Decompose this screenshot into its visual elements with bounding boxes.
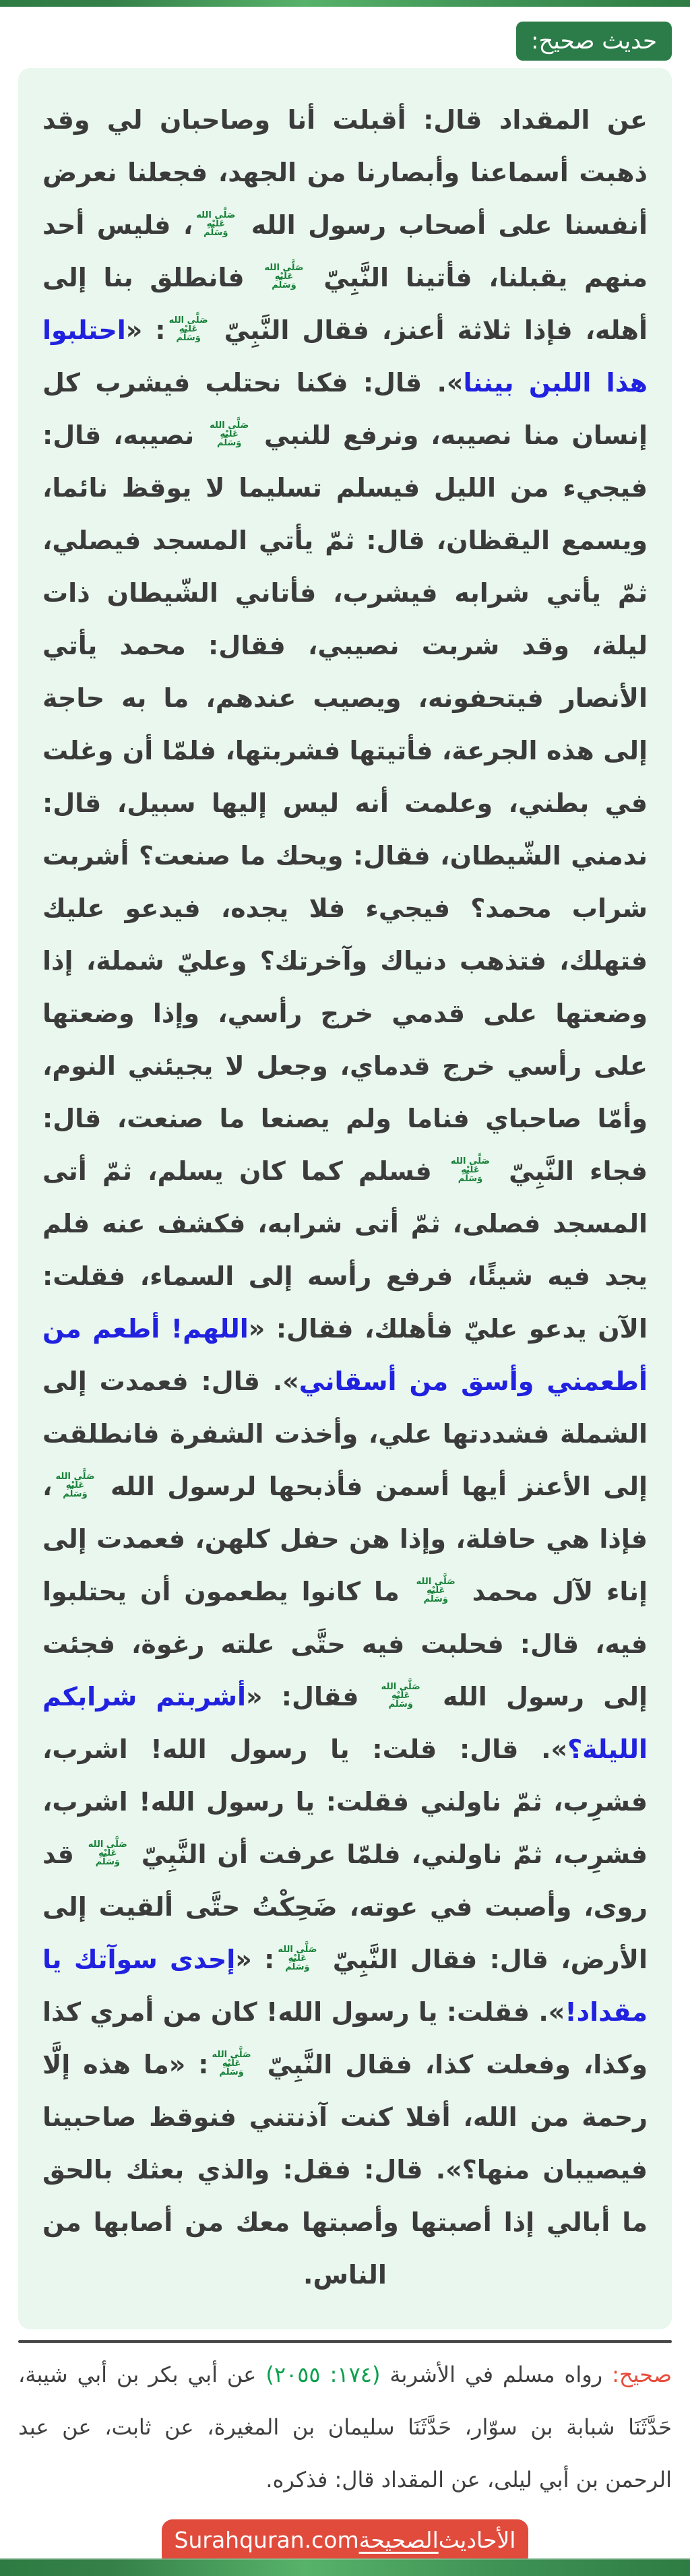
text-run: ، فليس أحد منهم يقبلنا، فأتينا النَّبِيّ [42,210,648,292]
hadith-text [42,94,648,2301]
saw-ligature-icon: صَلَّى الله عَلَيْهِ وَسَلَّم [88,1840,127,1867]
header-row [0,7,690,61]
text-run: : « [125,315,166,345]
saw-ligature-icon: صَلَّى الله عَلَيْهِ وَسَلَّم [210,420,249,448]
grade-label: صحيح: [612,2362,672,2387]
top-green-bar [0,0,690,7]
text-run: ما كانوا يطعمون أن يحتلبوا فيه، قال: فحلبت فيه حتَّى علته رغوة، فجئت إلى رسول الله [42,1577,648,1711]
text-run: فقال: « [246,1682,378,1711]
text-run: : « [235,1945,275,1974]
text-run: عن المقداد قال: أقبلت أنا وصاحبان لي وقد ذهبت أسماعنا وأبصارنا من الجهد، فجعلنا نعرض أنفسنا على أصحاب رسول الله [42,105,648,240]
text-run: نصيبه، قال: فيجيء من الليل فيسلم تسليما لا يوقظ نائما، ويسمع اليقظان، قال: ثمّ يأتي المسجد فيصلي، ثمّ يأتي شرابه فيشرب، فأتاني الشّيطان ذات ليلة، وقد شربت نصيبي، فقال: محمد يأتي الأنصار فيتحفونه، ويصيب عندهم، ما به حاجة إلى هذه الجرعة، فأتيتها فشربتها، فلمّا أن وغلت في بطني، وعلمت أنه ليس إليها سبيل، قال: ندمني الشّيطان، فقال: ويحك ما صنعت؟ أشربت شراب محمد؟ فيجيء فلا يجده، فيدعو عليك فتهلك، فتذهب دنياك وآخرتك؟ وعليّ شملة، إذا وضعتها على قدمي خرج رأسي، وإذا وضعتها على رأسي خرج قدماي، وجعل لا يجيئني النوم، وأمّا صاحباي فناما ولم يصنعا ما صنعت، قال: فجاء النَّبِيّ [42,420,648,1186]
text-run: ، فإذا هي حافلة، وإذا هن حفل كلهن، فعمدت إلى إناء لآل محمد [42,1472,648,1606]
text-run: Surahquran.com [174,2526,359,2553]
text-run: ». فقلت: يا رسول الله! كان من أمري كذا وكذا، وفعلت كذا، فقال النَّبِيّ [42,1997,648,2079]
saw-ligature-icon: صَلَّى الله عَلَيْهِ وَسَلَّم [212,2050,251,2077]
text-run: قد روى، وأصبت في عوته، ضَحِكْتُ حتَّى ألقيت إلى الأرض، قال: فقال النَّبِيّ [42,1840,648,1974]
divider-line [18,2340,672,2343]
saw-ligature-icon: صَلَّى الله عَلَيْهِ وَسَلَّم [196,210,236,238]
text-run: فسلم كما كان يسلم، ثمّ أتى المسجد فصلى، ثمّ أتى شرابه، فكشف عنه فلم يجد فيه شيئًا، فرفع رأسه إلى السماء، فقلت: الآن يدعو عليّ فأهلك، فقال: « [42,1156,648,1344]
text-run: عن أبي بكر بن أبي شيبة، حَدَّثَنَا شبابة بن سوّار، حَدَّثَنَا سليمان بن المغيرة، عن ثابت، عن عبد الرحمن بن أبي ليلى، عن المقداد قال: فذكره. [18,2362,672,2492]
hadith-text-box [18,68,672,2329]
hadith-reference-number: (١٧٤: ٢٠٥٥) [265,2362,381,2387]
text-run: ». قال: فعمدت إلى الشملة فشددتها علي، وأخذت الشفرة فانطلقت إلى الأعنز أيها أسمن فأذبحها لرسول الله [42,1366,648,1501]
saw-ligature-icon: صَلَّى الله عَلَيْهِ وَسَلَّم [168,315,208,343]
saw-ligature-icon: صَلَّى الله عَلَيْهِ وَسَلَّم [450,1156,490,1184]
saw-ligature-icon: صَلَّى الله عَلَيْهِ وَسَلَّم [264,263,304,290]
saw-ligature-icon: صَلَّى الله عَلَيْهِ وَسَلَّم [381,1682,420,1709]
saw-ligature-icon: صَلَّى الله عَلَيْهِ وَسَلَّم [416,1577,456,1604]
text-run: رواه مسلم في الأشربة [380,2362,613,2387]
prophet-quote: إحدى سوآتك يا مقداد! [42,1945,648,2027]
takhrij-note [18,2348,672,2506]
bottom-green-bar [0,2558,690,2576]
prophet-quote: اللهم! أطعم من أطعمني وأسق من أسقاني [42,1314,648,1396]
prophet-quote: احتلبوا هذا اللبن بيننا [42,315,648,398]
saw-ligature-icon: صَلَّى الله عَلَيْهِ وَسَلَّم [55,1472,95,1499]
text-run: ». قال: قلت: يا رسول الله! اشرب، فشرِب، ثمّ ناولني فقلت: يا رسول الله! اشرب، فشرِب، ثمّ ناولني، فلمّا عرفت أن النَّبِيّ [42,1734,648,1869]
underlined-word: الصحيحة [358,2526,439,2553]
saw-ligature-icon: صَلَّى الله عَلَيْهِ وَسَلَّم [278,1945,317,1972]
prophet-quote: أشربتم شرابكم الليلة؟ [42,1682,648,1764]
text-run: الأحاديث [438,2526,516,2553]
hadith-grade-badge-label: حديث صحيح: [531,28,657,55]
text-run: ». قال: فكنا نحتلب فيشرب كل إنسان منا نصيبه، ونرفع للنبي [42,368,648,450]
text-run: : «ما هذه إلَّا رحمة من الله، أفلا كنت آذنتني فنوقظ صاحبينا فيصيبان منها؟». قال: فقل: والذي بعثك بالحق ما أبالي إذا أصبتها وأصبتها معك من أصابها من الناس. [42,2050,648,2290]
hadith-grade-badge [516,22,672,61]
text-run: فانطلق بنا إلى أهله، فإذا ثلاثة أعنز، فقال النَّبِيّ [42,263,648,345]
